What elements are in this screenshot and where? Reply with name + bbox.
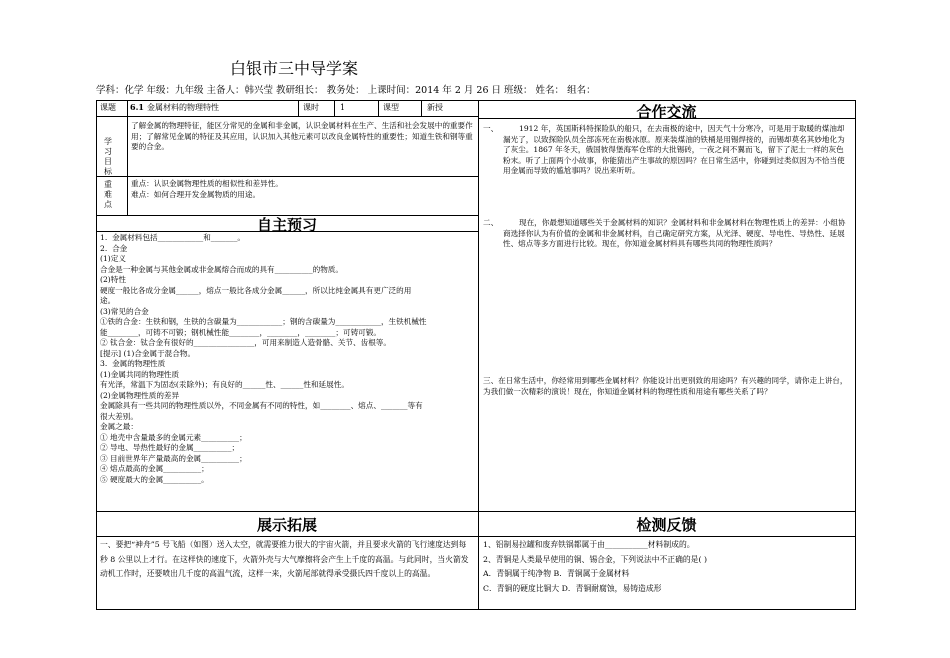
- lesson-number: 6.1: [130, 102, 144, 112]
- col-divider: [334, 100, 335, 116]
- preview-line: 1. 金属材料包括____________和_______。: [100, 233, 245, 242]
- preview-line: 金属之最：: [100, 422, 138, 431]
- lesson-title: 金属材料的物理特性: [147, 103, 219, 112]
- feedback-option: A．青铜属于纯净物 B．青铜属于金属材料: [483, 569, 630, 578]
- preview-content: [100, 233, 475, 485]
- period-value: 1: [340, 103, 346, 112]
- preview-line: (1)定义: [100, 254, 126, 263]
- q2-text: 现在，你最想知道哪些关于金属材料的知识？金属材料和非金属材料在物理性质上的差异：小组协商选择你认为有价值的金属和非金属材料，自己确定研究方案，从光泽、硬度、导电性、导热性、延展性、熔点等多方面进行比较。现在，你知道金属材料具有哪些共同的物理性质吗？: [503, 218, 846, 248]
- preview-line: (2)特性: [100, 275, 126, 284]
- preview-line: 2. 合金: [100, 243, 128, 253]
- table-border-right: [855, 100, 856, 610]
- q1-text: 1912 年，英国斯科特探险队的船只，在去南极的途中，因天气十分寒冷，可是用于取暖的煤油却漏光了，以致探险队员全部冻死在南极冰原。原来装煤油的铁桶是用锡焊接的，而锡却莫名其妙地化为了灰尘。1867 年冬天，俄国彼得堡海军仓库的大批锡砖，一夜之间不翼而飞，留下了泥土一样的灰色粉末。听了上面两个小故事，你能猜出产生事故的原因吗？在日常生活中，你碰到过类似因为不恰当使用金属而导致的尴尬事吗？说出来听听。: [503, 124, 845, 175]
- type-value: 新授: [427, 103, 443, 112]
- preview-line: 很大差别。: [100, 411, 138, 421]
- q3-text: 三、在日常生活中，你经常用到哪些金属材料？你能设计出更别致的用途吗？有兴趣的同学，请你走上讲台，为我们做一次精彩的演说！现在，你知道金属材料的物理性质和用途有哪些关系了吗？: [483, 376, 848, 396]
- preview-line: ⑤ 硬度最大的金属__________。: [100, 474, 209, 484]
- cooperate-header: 合作交流: [636, 103, 697, 121]
- preview-line: 有光泽，常温下为固态(汞除外)；有良好的______性、______性和延展性。: [100, 380, 349, 389]
- preview-line: 硬度一般比各成分金属______，熔点一般比各成分金属______，所以比纯金属具有更广泛的用: [100, 285, 412, 295]
- page-title: 白银市三中导学案: [230, 59, 359, 78]
- period-label: 课时: [303, 103, 319, 112]
- key-point-line: 重点：认识金属物理性质的相似性和差异性。: [131, 179, 283, 188]
- type-label: 课型: [383, 103, 399, 112]
- row-divider: [96, 116, 478, 117]
- q2-number: 二、: [483, 218, 499, 227]
- col-divider: [298, 100, 299, 116]
- lesson-label: 课题: [100, 103, 116, 112]
- preview-line: [提示] (1)合金属于混合物。: [100, 348, 196, 358]
- preview-line: (1)金属共同的物理性质: [100, 369, 180, 379]
- meta-line: 学科：化学 年级：九年级 主备人：韩兴莹 教研组长： 教务处： 上课时间：2014 年 2 月 26 日 班级： 姓名： 组名：: [96, 85, 596, 96]
- preview-line: (3)常见的合金: [100, 306, 149, 316]
- col-divider: [378, 100, 379, 116]
- preview-line: 合金是一种金属与其他金属或非金属熔合而成的具有__________的物质。: [100, 264, 343, 274]
- preview-line: 途。: [100, 296, 116, 305]
- table-border-bottom: [96, 609, 856, 610]
- feedback-header: 检测反馈: [636, 516, 697, 534]
- row-divider: [96, 176, 478, 177]
- objectives-label: 学习目标: [104, 137, 112, 176]
- key-points-label: 重难点: [104, 180, 112, 209]
- preview-line: 3. 金属的物理性质: [100, 359, 166, 368]
- row-divider: [96, 536, 856, 537]
- col-divider: [421, 100, 422, 116]
- q1-number: 一、: [483, 124, 499, 133]
- preview-header: 自主预习: [256, 216, 317, 234]
- preview-line: ①铁的合金：生铁和钢，生铁的含碳量为____________；钢的含碳量为____________，生铁机械性: [100, 317, 427, 326]
- preview-line: ④ 熔点最高的金属__________；: [100, 464, 209, 473]
- preview-line: 能________，可铸不可锻；钢机械性能________，________，________；可铸可锻。: [100, 327, 381, 337]
- feedback-option: C．青铜的硬度比铜大 D．青铜耐腐蚀，易铸造成形: [483, 583, 662, 593]
- col-divider: [127, 100, 128, 216]
- preview-line: ① 地壳中含量最多的金属元素__________；: [100, 432, 247, 442]
- objectives-text: 了解金属的物理特征，能区分常见的金属和非金属，认识金属材料在生产、生活和社会发展中的重要作用；了解常见金属的特征及其应用，认识加入其他元素可以改良金属特性的重要性；知道生铁和钢等重要的合金。: [131, 121, 473, 151]
- expand-text: 一、要把“神舟”5 号飞船（如图）送入太空，就需要推力很大的宇宙火箭，并且要求火箭的飞行速度达到每秒 8 公里以上才行。在这样快的速度下，火箭外壳与大气摩擦将会产生上千度的高温。与此同时，当火箭发动机工作时，还要喷出几千度的高温气流，这样一来，火箭尾部就得承受摄氏四千度以上的高温。: [100, 540, 469, 578]
- preview-line: ② 导电、导热性最好的金属__________；: [100, 443, 240, 452]
- feedback-content: [483, 538, 851, 596]
- preview-line: ③ 目前世界年产量最高的金属__________；: [100, 453, 247, 463]
- feedback-line: 2、青铜是人类最早使用的铜、锡合金，下列说法中不正确的是( ): [483, 554, 708, 564]
- preview-line: (2)金属物理性质的差异: [100, 390, 180, 400]
- row-divider: [96, 511, 856, 512]
- expand-header: 展示拓展: [256, 516, 317, 534]
- feedback-line: 1、铝制易拉罐和废弃铁锅都属于由___________材料制成的。: [483, 540, 695, 549]
- difficulty-line: 难点：如何合理开发金属物质的用途。: [131, 190, 261, 199]
- preview-line: 金属除具有一些共同的物理性质以外，不同金属有不同的特性，如________、熔点、_______等有: [100, 401, 423, 410]
- preview-line: ② 钛合金：钛合金有很好的________________，可用来制造人造骨骼、关节、齿根等。: [100, 338, 391, 347]
